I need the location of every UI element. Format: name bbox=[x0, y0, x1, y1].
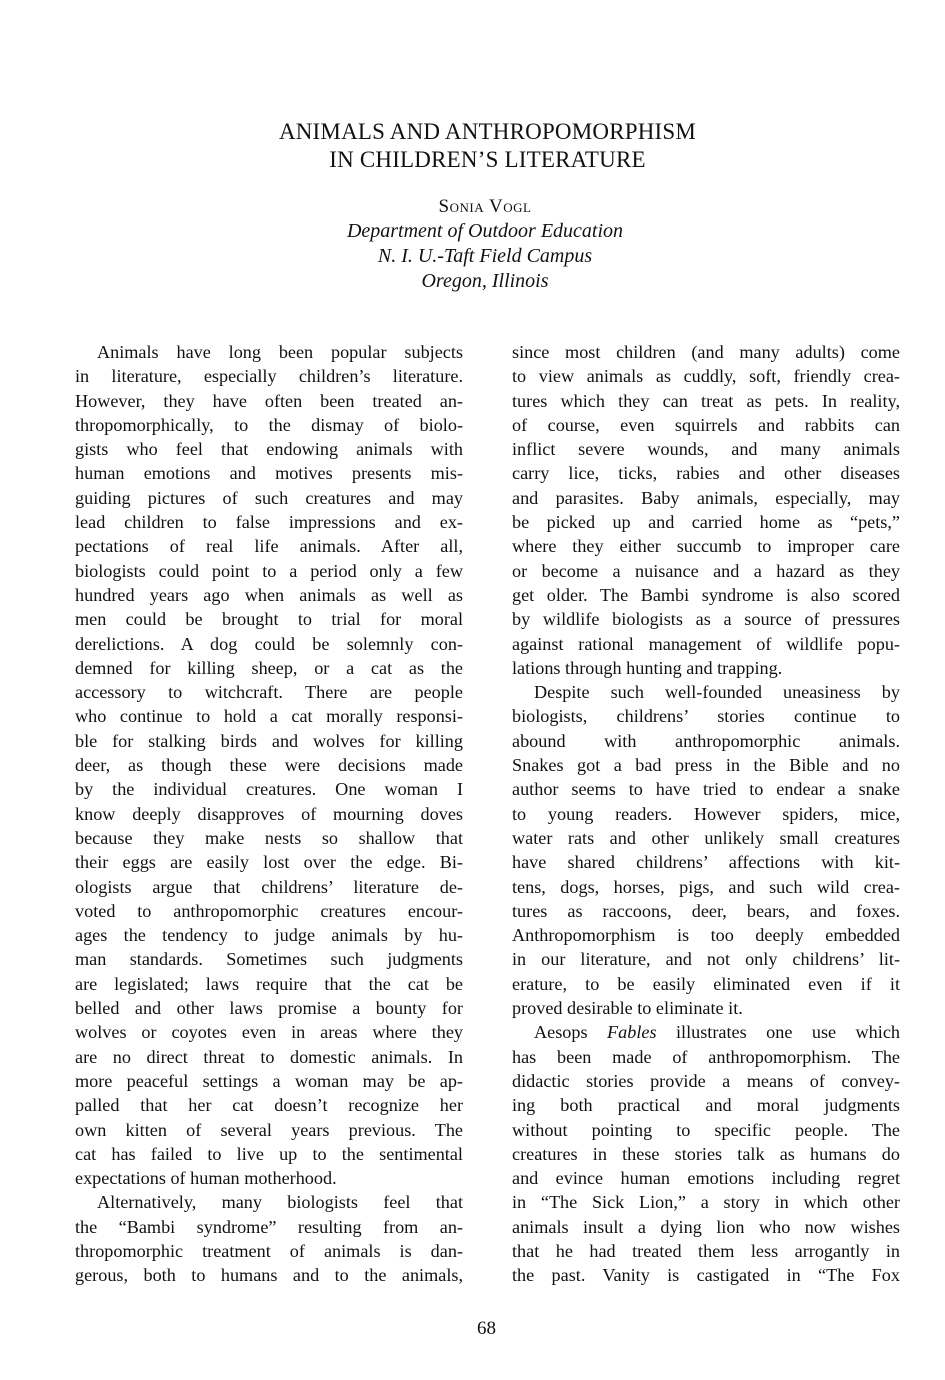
text-line: palled that her cat doesn’t recognize her bbox=[75, 1095, 463, 1116]
text-line: by the individual creatures. One woman I bbox=[75, 779, 463, 800]
text-line: the past. Vanity is castigated in “The Fox bbox=[512, 1265, 900, 1286]
text-line: voted to anthropomorphic creatures encour- bbox=[75, 900, 463, 921]
text-line: thropomorphic treatment of animals is dan- bbox=[75, 1240, 463, 1261]
text-line: water rats and other unlikely small creatures bbox=[512, 827, 900, 848]
text-line: where they either succumb to improper care bbox=[512, 536, 900, 557]
text-segment: Aesops bbox=[534, 1022, 608, 1043]
text-line: ing both practical and moral judgments bbox=[512, 1095, 900, 1116]
text-line: tens, dogs, horses, pigs, and such wild crea- bbox=[512, 876, 900, 897]
author-department: Department of Outdoor Education bbox=[346, 220, 624, 242]
text-line: has been made of anthropomorphism. The bbox=[512, 1046, 900, 1067]
text-line: tures which they can treat as pets. In reality, bbox=[512, 390, 900, 411]
text-line: be picked up and carried home as “pets,” bbox=[512, 512, 900, 533]
text-line: tures as raccoons, deer, bears, and foxes. bbox=[512, 900, 900, 921]
text-line: to view animals as cuddly, soft, friendly crea- bbox=[512, 366, 900, 387]
text-line: ble for stalking birds and wolves for killing bbox=[75, 730, 463, 751]
text-line: demned for killing sheep, or a cat as the bbox=[75, 657, 463, 678]
text-line: human emotions and motives presents mis- bbox=[75, 463, 463, 484]
text-line: deer, as though these were decisions made bbox=[75, 755, 463, 776]
title-line-1: ANIMALS AND ANTHROPOMORPHISM bbox=[278, 119, 697, 144]
text-line: guiding pictures of such creatures and may bbox=[75, 487, 463, 508]
text-line: or become a nuisance and a hazard as they bbox=[512, 560, 900, 581]
text-line: more peaceful settings a woman may be ap- bbox=[75, 1070, 463, 1091]
text-line: Alternatively, many biologists feel that bbox=[97, 1192, 463, 1213]
text-line: thropomorphically, to the dismay of biolo- bbox=[75, 414, 463, 435]
text-line: derelictions. A dog could be solemnly con- bbox=[75, 633, 463, 654]
author-campus: N. I. U.-Taft Field Campus bbox=[377, 245, 593, 267]
text-line: pectations of real life animals. After all, bbox=[75, 536, 463, 557]
text-line: lead children to false impressions and ex- bbox=[75, 512, 463, 533]
text-line: get older. The Bambi syndrome is also scored bbox=[512, 584, 900, 605]
text-line: erature, to be easily eliminated even if it bbox=[512, 973, 900, 994]
text-line: cat has failed to live up to the sentimental bbox=[75, 1143, 463, 1164]
text-line: men could be brought to trial for moral bbox=[75, 609, 463, 630]
text-line: their eggs are easily lost over the edge. Bi- bbox=[75, 852, 463, 873]
text-line: wolves or coyotes even in areas where they bbox=[75, 1022, 463, 1043]
text-line: of course, even squirrels and rabbits can bbox=[512, 414, 900, 435]
text-line: who continue to hold a cat morally responsi- bbox=[75, 706, 463, 727]
text-line: the “Bambi syndrome” resulting from an- bbox=[75, 1216, 463, 1237]
page-number: 68 bbox=[477, 1318, 496, 1339]
article-header bbox=[0, 118, 945, 174]
author-name: Sonia Vogl bbox=[438, 196, 532, 217]
text-line: and evince human emotions including regret bbox=[512, 1168, 900, 1189]
text-line: since most children (and many adults) come bbox=[512, 342, 900, 362]
body-column-left bbox=[75, 340, 463, 1288]
text-line: because they make nests so shallow that bbox=[75, 827, 463, 848]
text-line: gerous, both to humans and to the animals, bbox=[75, 1265, 463, 1286]
text-line: ages the tendency to judge animals by hu- bbox=[75, 925, 463, 946]
text-line: author seems to have tried to endear a snake bbox=[512, 779, 900, 800]
text-line: hundred years ago when animals as well as bbox=[75, 584, 463, 605]
text-line: abound with anthropomorphic animals. bbox=[512, 730, 900, 751]
text-line: Animals have long been popular subjects bbox=[97, 342, 463, 362]
text-line: inflict severe wounds, and many animals bbox=[512, 439, 900, 460]
text-line: carry lice, ticks, rabies and other diseases bbox=[512, 463, 900, 484]
title-line-2: IN CHILDREN’S LITERATURE bbox=[329, 147, 646, 172]
text-line: However, they have often been treated an- bbox=[75, 390, 463, 411]
text-line: by wildlife biologists as a source of pressures bbox=[512, 609, 900, 630]
text-line: biologists, childrens’ stories continue to bbox=[512, 706, 900, 727]
text-line: that he had treated them less arrogantly in bbox=[512, 1240, 900, 1261]
text-segment: illustrates one use which bbox=[656, 1022, 900, 1043]
text-line: own kitten of several years previous. The bbox=[75, 1119, 463, 1140]
text-line: to young readers. However spiders, mice, bbox=[512, 803, 900, 824]
text-line: Anthropomorphism is too deeply embedded bbox=[512, 925, 900, 946]
text-line: biologists could point to a period only a few bbox=[75, 560, 463, 581]
text-line: in literature, especially children’s literature. bbox=[75, 366, 463, 387]
author-block bbox=[0, 194, 945, 294]
text-line: proved desirable to eliminate it. bbox=[512, 998, 743, 1019]
text-line: in “The Sick Lion,” a story in which other bbox=[512, 1192, 900, 1213]
text-line: are no direct threat to domestic animals. In bbox=[75, 1046, 463, 1067]
text-line: lations through hunting and trapping. bbox=[512, 657, 783, 678]
article-title bbox=[0, 118, 945, 174]
text-line: creatures in these stories talk as humans do bbox=[512, 1143, 900, 1164]
text-line bbox=[512, 1020, 900, 1044]
text-line: have shared childrens’ affections with kit- bbox=[512, 852, 900, 873]
text-line: accessory to witchcraft. There are people bbox=[75, 682, 463, 703]
text-line: ologists argue that childrens’ literature de- bbox=[75, 876, 463, 897]
text-line: are legislated; laws require that the cat be bbox=[75, 973, 463, 994]
text-line: without pointing to specific people. The bbox=[512, 1119, 900, 1140]
text-line: in our literature, and not only childrens’ lit- bbox=[512, 949, 900, 970]
author-location: Oregon, Illinois bbox=[421, 270, 549, 292]
text-line: man standards. Sometimes such judgments bbox=[75, 949, 463, 970]
text-line: against rational management of wildlife popu- bbox=[512, 633, 900, 654]
italic-title: Fables bbox=[607, 1022, 657, 1043]
text-line: belled and other laws promise a bounty for bbox=[75, 998, 463, 1019]
text-line: didactic stories provide a means of convey- bbox=[512, 1070, 900, 1091]
text-line: know deeply disapproves of mourning doves bbox=[75, 803, 463, 824]
body-column-right bbox=[512, 340, 900, 1288]
text-line: expectations of human motherhood. bbox=[75, 1168, 337, 1189]
text-line: Snakes got a bad press in the Bible and no bbox=[512, 755, 900, 776]
text-line: gists who feel that endowing animals with bbox=[75, 439, 463, 460]
text-line: and parasites. Baby animals, especially, may bbox=[512, 487, 900, 508]
text-line: animals insult a dying lion who now wishes bbox=[512, 1216, 900, 1237]
text-line: Despite such well-founded uneasiness by bbox=[534, 682, 900, 703]
